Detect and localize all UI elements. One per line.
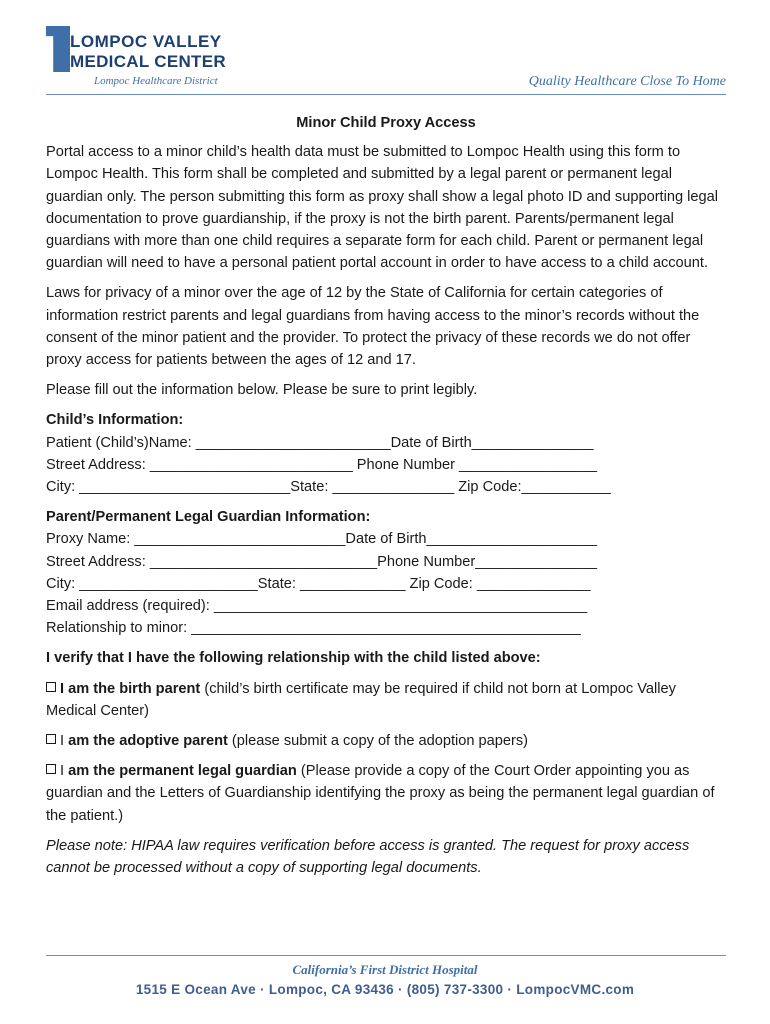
option-legal-guardian [46, 760, 726, 827]
hipaa-note: Please note: HIPAA law requires verification before access is granted. The request for proxy access cannot be processed without a copy of supporting legal documents. [46, 837, 690, 877]
logo-mark-icon [46, 26, 70, 72]
form-body [46, 112, 726, 879]
footer-address: 1515 E Ocean Ave · Lompoc, CA 93436 · (805) 737-3300 · LompocVMC.com [135, 982, 635, 997]
adoptive-parent-checkbox[interactable] [46, 734, 56, 744]
verify-heading: I verify that I have the following relationship with the child listed above: [46, 650, 541, 667]
proxy-name-dob-line[interactable]: Proxy Name: __________________________Date of Birth_____________________ [46, 531, 597, 548]
header-divider [46, 94, 726, 95]
section-spacer [46, 498, 726, 506]
option-adoptive-parent-detail: (please submit a copy of the adoption papers) [227, 733, 529, 750]
child-name-dob-line[interactable]: Patient (Child’s)Name: ________________________Date of Birth_______________ [46, 434, 594, 451]
logo-name-line2: MEDICAL CENTER [70, 52, 226, 71]
footer-subtitle: California’s First District Hospital [292, 962, 478, 977]
logo-district: Lompoc Healthcare District [94, 75, 218, 87]
privacy-paragraph: Laws for privacy of a minor over the age of 12 by the State of California for certain categories of information restrict parents and legal guardians from having access to the minor’s records without the consent of the minor patient and the provider. To protect the privacy of these records we do not offer proxy access for patients between the ages of 12 and 17. [46, 285, 700, 369]
child-info-heading: Child’s Information: [46, 412, 184, 429]
option-legal-guardian-label: am the permanent legal guardian [68, 763, 297, 780]
child-city-state-zip-line[interactable]: City: __________________________State: _______________ Zip Code:___________ [46, 479, 611, 496]
proxy-email-line[interactable]: Email address (required): ______________________________________________ [46, 598, 588, 615]
option-adoptive-parent-label: am the adoptive parent [68, 733, 228, 750]
child-address-phone-line[interactable]: Street Address: _________________________ Phone Number _________________ [46, 456, 597, 473]
proxy-city-state-zip-line[interactable]: City: ______________________State: _____________ Zip Code: ______________ [46, 575, 591, 592]
guardian-info-heading: Parent/Permanent Legal Guardian Information: [46, 509, 371, 526]
option-adoptive-parent [46, 730, 726, 752]
proxy-address-phone-line[interactable]: Street Address: ____________________________Phone Number_______________ [46, 553, 597, 570]
option-legal-guardian-detail: (Please provide a copy of the Court Order appointing you as guardian and the Letters of Guardianship identifying the proxy as being the permanent legal guardian of the patient.) [46, 763, 715, 824]
header-tagline: Quality Healthcare Close To Home [528, 74, 726, 89]
hospital-logo [46, 24, 246, 94]
option-birth-parent-detail: (child’s birth certificate may be required if child not born at Lompoc Valley Medical Center) [46, 680, 676, 719]
footer-divider [46, 955, 726, 956]
option-prefix: I [60, 763, 69, 780]
instructions: Please fill out the information below. Please be sure to print legibly. [46, 382, 478, 399]
logo-name-line1: LOMPOC VALLEY [70, 32, 222, 51]
intro-paragraph: Portal access to a minor child’s health data must be submitted to Lompoc Health using this form to Lompoc Health. This form shall be completed and submitted by a legal parent or permanent legal guardian only. The person submitting this form as proxy shall show a legal photo ID and supporting legal documentation to prove guardianship, if the proxy is not the birth parent. Parents/permanent legal guardians with more than one child requires a separate form for each child. Parent or permanent legal guardian will need to have a personal patient portal account in order to have access to a child account. [46, 144, 718, 272]
option-birth-parent-label: I am the birth parent [60, 680, 201, 697]
legal-guardian-checkbox[interactable] [46, 764, 56, 774]
option-birth-parent [46, 678, 726, 722]
birth-parent-checkbox[interactable] [46, 682, 56, 692]
proxy-relationship-line[interactable]: Relationship to minor: ________________________________________________ [46, 620, 581, 637]
form-title: Minor Child Proxy Access [296, 115, 476, 131]
option-prefix: I [60, 733, 69, 750]
